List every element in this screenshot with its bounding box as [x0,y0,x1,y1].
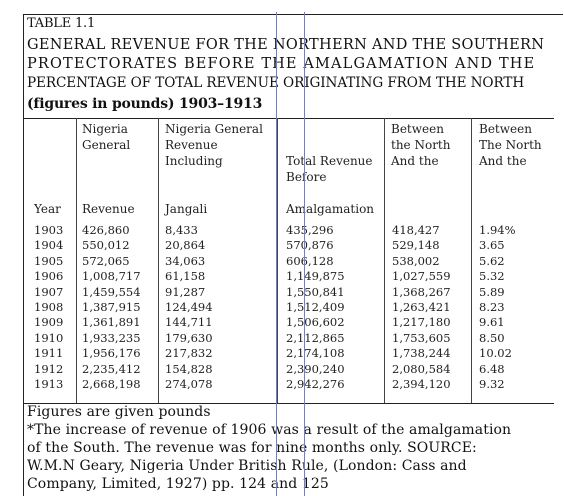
column-year [34,223,63,392]
footnote-line-5: Company, Limited, 1927) pp. 124 and 125 [27,476,329,492]
header-jangali: Jangali [165,202,208,216]
table-cell-north: 1,753,605 [392,330,451,345]
column-separator [471,118,472,403]
table-cell-revenue: 426,860 [82,223,130,237]
header-rule [24,118,554,119]
table-cell-revenue: 550,012 [82,238,130,253]
table-cell-pct: 3.65 [479,238,505,253]
table-cell-year: 1907 [34,284,64,299]
table-cell-jangali: 61,158 [165,269,206,284]
column-separator [158,118,159,403]
column-separator [76,118,77,403]
table-cell-revenue: 2,668,198 [82,377,141,392]
table-cell-year: 1913 [34,377,64,392]
table-cell-year: 1903 [34,223,64,237]
table-cell-north: 2,080,584 [392,361,451,376]
table-cell-north: 1,263,421 [392,300,451,315]
table-cell-total: 1,512,409 [286,300,345,315]
table-cell-revenue: 1,956,176 [82,346,141,361]
table-cell-jangali: 91,287 [165,284,206,299]
column-total [286,223,345,392]
table-title-line-2: PROTECTORATES BEFORE THE AMALGAMATION AND THE [27,56,536,72]
table-cell-jangali: 20,864 [165,238,206,253]
table-cell-year: 1905 [34,253,64,268]
header-nigeria-general: Nigeria General [82,122,131,152]
header-year: Year [34,202,61,216]
table-cell-north: 418,427 [392,223,440,237]
table-cell-pct: 5.89 [479,284,505,299]
header-between-amount: Between the North And the [391,122,451,168]
table-units: (figures in pounds) 1903–1913 [27,96,263,112]
table-cell-north: 2,394,120 [392,377,451,392]
table-cell-jangali: 217,832 [165,346,213,361]
table-title-line-1: GENERAL REVENUE FOR THE NORTHERN AND THE SOUTHERN [27,37,545,53]
header-amalgamation: Amalgamation [286,202,375,216]
column-north [392,223,451,392]
table-cell-total: 1,550,841 [286,284,345,299]
table-cell-year: 1908 [34,300,64,315]
footnote-line-4: W.M.N Geary, Nigeria Under British Rule, (London: Cass and [27,458,467,474]
header-revenue: Revenue [82,202,135,216]
table-cell-year: 1904 [34,238,64,253]
table-cell-jangali: 154,828 [165,361,213,376]
table-cell-revenue: 2,235,412 [82,361,141,376]
table-cell-pct: 1.94% [479,223,516,237]
table-cell-pct: 9.32 [479,377,505,392]
table-cell-year: 1912 [34,361,64,376]
table-cell-year: 1906 [34,269,64,284]
table-caption: TABLE 1.1 [27,16,96,31]
table-cell-jangali: 144,711 [165,315,213,330]
table-cell-revenue: 1,361,891 [82,315,141,330]
table-cell-total: 570,876 [286,238,334,253]
header-total-revenue: Total Revenue Before [286,154,373,184]
table-cell-total: 2,112,865 [286,330,345,345]
table-cell-revenue: 1,459,554 [82,284,141,299]
table-cell-total: 2,942,276 [286,377,345,392]
header-between-percent: Between The North And the [479,122,542,168]
header-including: Nigeria General Revenue Including [165,122,263,168]
table-cell-north: 1,368,267 [392,284,451,299]
table-cell-revenue: 1,008,717 [82,269,141,284]
table-cell-year: 1910 [34,330,64,345]
footnote-line-1: Figures are given pounds [27,404,211,420]
table-cell-pct: 8.23 [479,300,505,315]
column-separator [384,118,385,403]
table-cell-jangali: 274,078 [165,377,213,392]
footnote-line-3: of the South. The revenue was for nine months only. SOURCE: [27,440,477,456]
table-cell-revenue: 1,387,915 [82,300,141,315]
table-cell-jangali: 124,494 [165,300,213,315]
table-cell-year: 1911 [34,346,64,361]
column-percent [479,223,516,392]
table-cell-revenue: 572,065 [82,253,130,268]
table-cell-total: 2,390,240 [286,361,345,376]
scan-guide-line [304,12,305,496]
table-cell-jangali: 34,063 [165,253,206,268]
table-cell-total: 1,149,875 [286,269,345,284]
table-cell-north: 538,002 [392,253,440,268]
table-cell-north: 1,738,244 [392,346,451,361]
scan-guide-line [276,12,277,496]
table-cell-revenue: 1,933,235 [82,330,141,345]
table-cell-pct: 5.32 [479,269,505,284]
table-title-line-3: PERCENTAGE OF TOTAL REVENUE ORIGINATING FROM THE NORTH [27,75,525,91]
table-cell-total: 2,174,108 [286,346,345,361]
table-cell-north: 1,027,559 [392,269,451,284]
column-revenue [82,223,141,392]
table-cell-jangali: 8,433 [165,223,198,237]
table-cell-total: 1,506,602 [286,315,345,330]
table-cell-pct: 9.61 [479,315,505,330]
footnote-line-2: *The increase of revenue of 1906 was a result of the amalgamation [27,422,512,438]
table-cell-total: 435,296 [286,223,334,237]
table-cell-pct: 6.48 [479,361,505,376]
column-separator [277,118,278,403]
table-cell-pct: 10.02 [479,346,512,361]
table-cell-jangali: 179,630 [165,330,213,345]
table-cell-total: 606,128 [286,253,334,268]
column-jangali [165,223,213,392]
table-cell-year: 1909 [34,315,64,330]
table-cell-pct: 8.50 [479,330,505,345]
table-cell-north: 1,217,180 [392,315,451,330]
table-cell-pct: 5.62 [479,253,505,268]
table-cell-north: 529,148 [392,238,440,253]
